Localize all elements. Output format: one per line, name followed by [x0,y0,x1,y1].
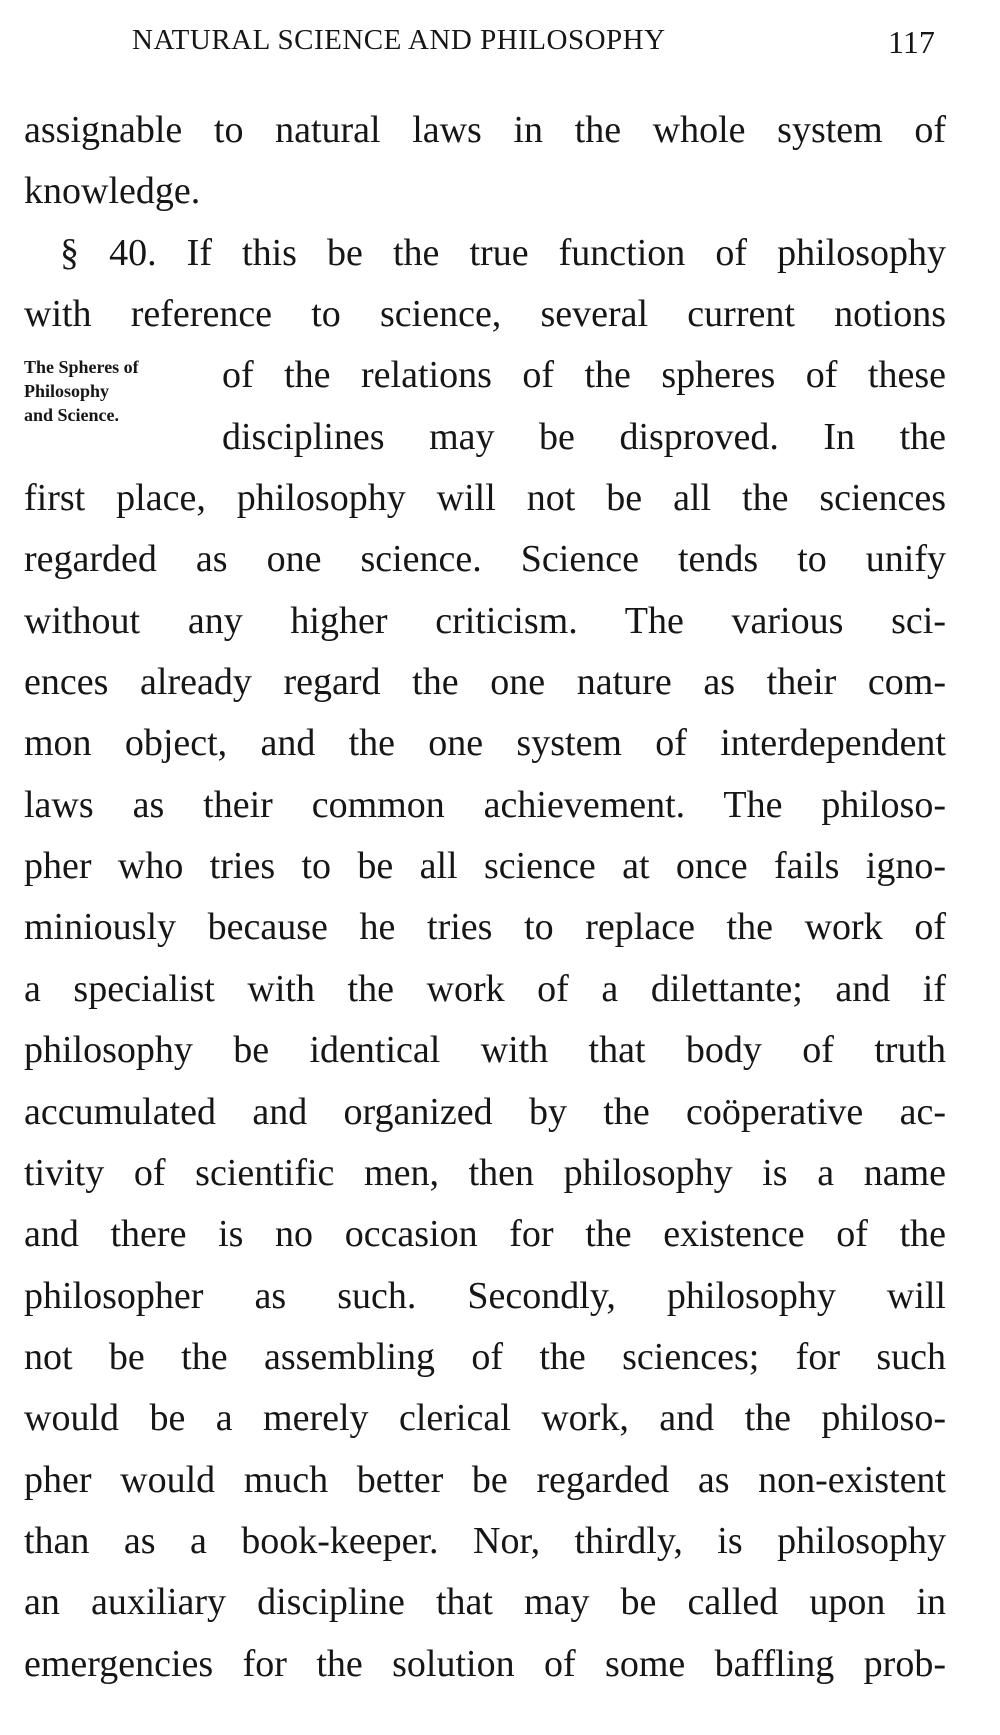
text-line: without any higher criticism. The various sci- [24,599,946,642]
text-line: than as a book-keeper. Nor, thirdly, is philosophy [24,1519,946,1562]
text-line: pher would much better be regarded as non-existent [24,1458,946,1501]
text-line: first place, philosophy will not be all the sciences [24,477,946,520]
text-line: pher who tries to be all science at once fails igno- [24,845,946,888]
text-line: an auxiliary discipline that may be called upon in [24,1581,946,1624]
text-line: philosopher as such. Secondly, philosophy will [24,1274,946,1317]
text-line: § 40. If this be the true function of philosophy [60,231,946,274]
body-text [24,100,946,1695]
text-line: not be the assembling of the sciences; for such [24,1335,946,1378]
text-line: with reference to science, several current notions [24,293,946,336]
marginal-note-line: The Spheres of [24,357,139,377]
text-line: tivity of scientific men, then philosophy is a name [24,1151,946,1194]
text-line: disciplines may be disproved. In the [222,415,946,458]
marginal-note-line: and Science. [24,405,120,425]
text-line: emergencies for the solution of some baffling prob- [24,1642,946,1685]
text-line: laws as their common achievement. The philoso- [24,783,946,826]
text-line: mon object, and the one system of interdependent [24,722,946,765]
page-number: 117 [888,24,935,60]
text-line: ences already regard the one nature as their com- [24,661,946,704]
text-line: of the relations of the spheres of these [222,354,946,397]
text-line: and there is no occasion for the existence of the [24,1213,946,1256]
text-line: assignable to natural laws in the whole system of [24,109,946,151]
text-line: accumulated and organized by the coöperative ac- [24,1090,946,1133]
text-line: would be a merely clerical work, and the philoso- [24,1397,946,1440]
text-line: miniously because he tries to replace the work of [24,906,946,949]
text-line: knowledge. [24,170,201,213]
text-line: regarded as one science. Science tends to unify [24,538,946,581]
text-line: a specialist with the work of a dilettante; and if [24,967,946,1010]
text-line: philosophy be identical with that body of truth [24,1029,946,1072]
running-header [0,18,1000,68]
marginal-note-line: Philosophy [24,381,110,401]
running-title: NATURAL SCIENCE AND PHILOSOPHY [132,24,666,56]
